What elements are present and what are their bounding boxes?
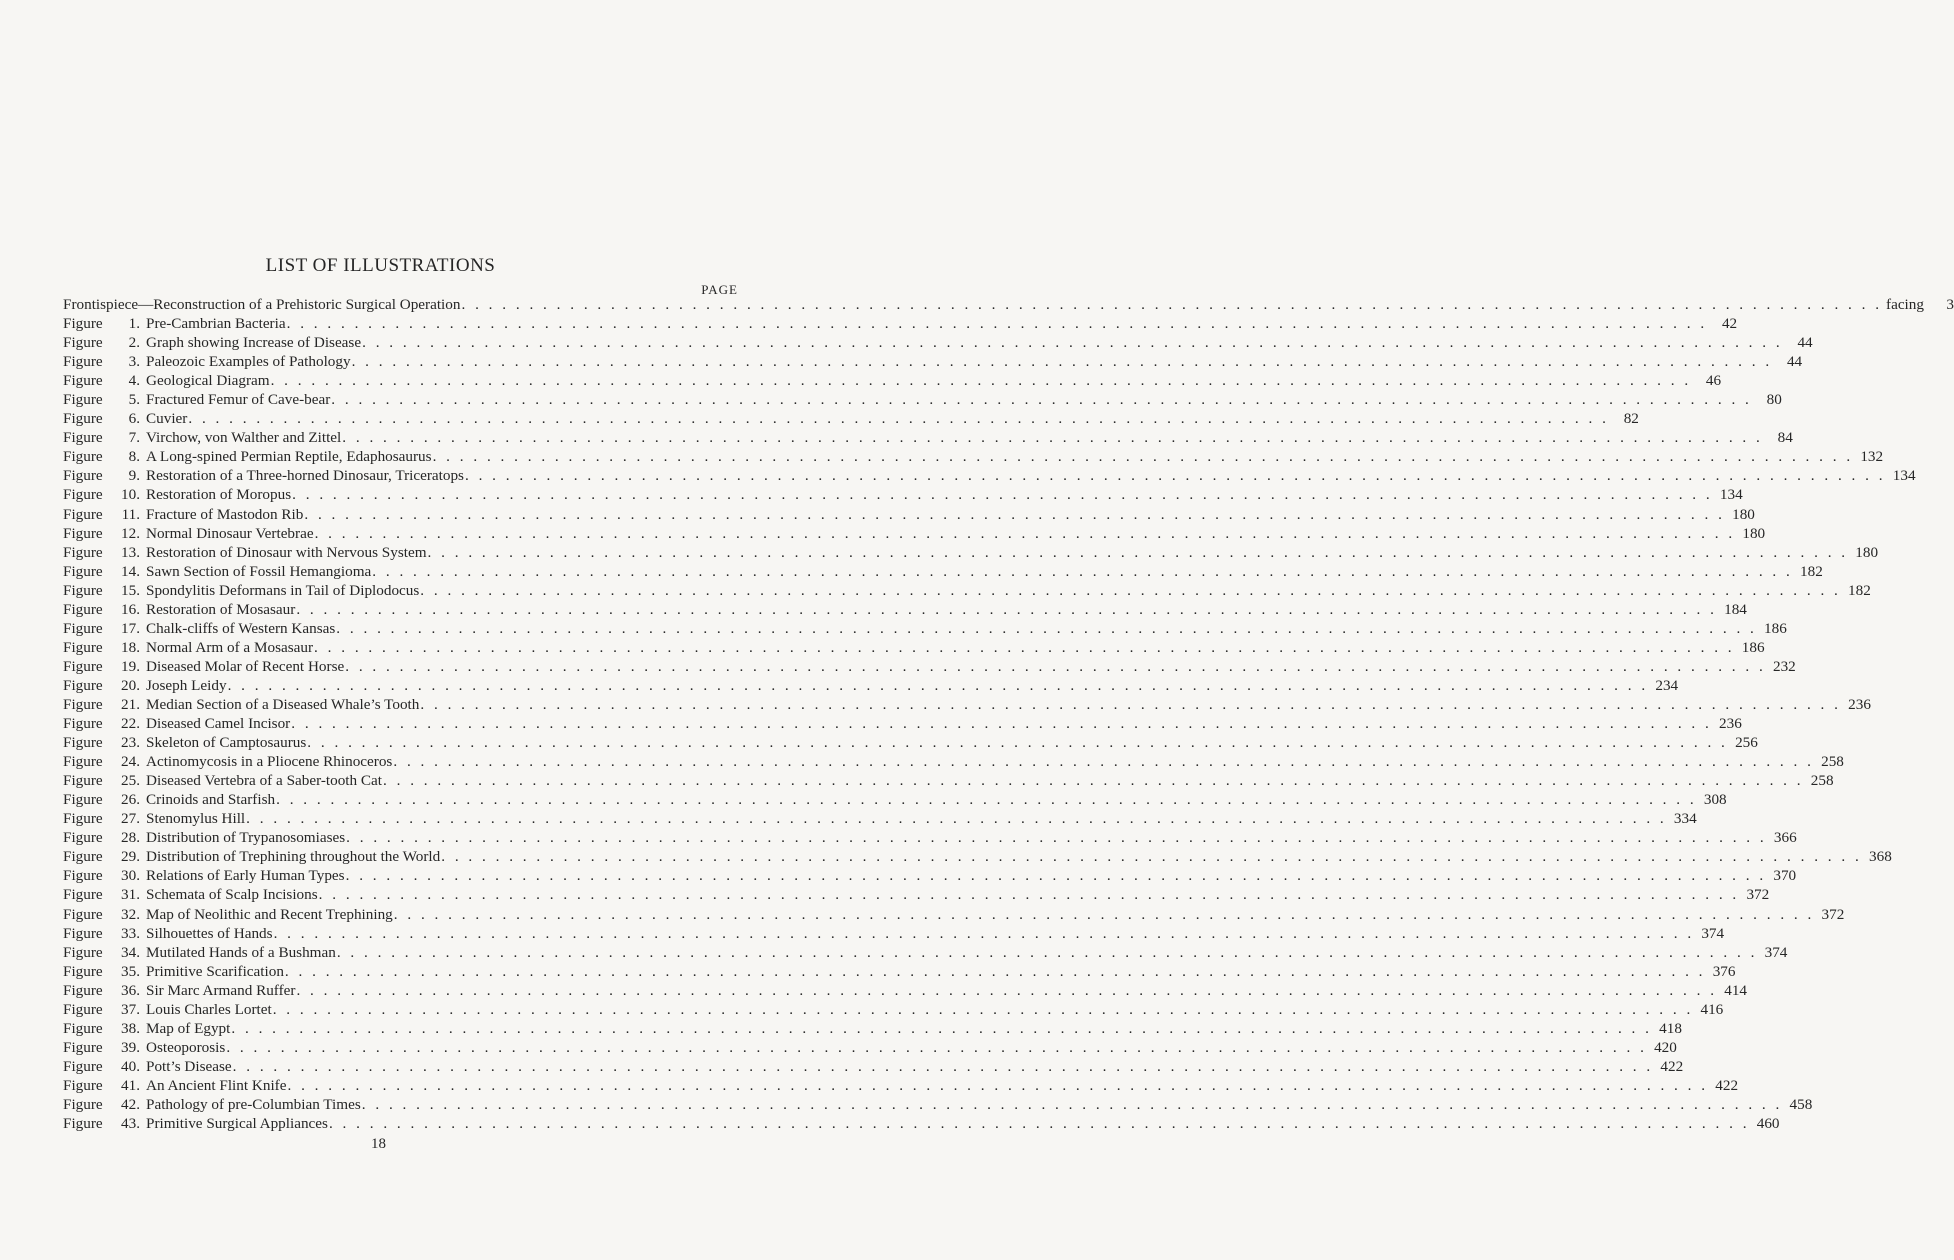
figure-page: 368 bbox=[1869, 848, 1892, 866]
frontispiece-page: 3 bbox=[1946, 296, 1954, 313]
frontispiece-facing: facing bbox=[1886, 296, 1924, 313]
figure-title: Relations of Early Human Types bbox=[146, 867, 345, 885]
figure-page: 180 bbox=[1855, 543, 1879, 561]
figure-page: 258 bbox=[1810, 772, 1834, 790]
figure-label: Figure bbox=[63, 867, 103, 885]
dot-leader bbox=[319, 885, 1740, 904]
figure-entry bbox=[63, 505, 1755, 524]
figure-page: 370 bbox=[1773, 867, 1797, 885]
figure-title: Primitive Surgical Appliances bbox=[146, 1115, 328, 1133]
figure-title: Mutilated Hands of a Bushman bbox=[146, 943, 336, 961]
figure-entry bbox=[63, 409, 1639, 428]
figure-entry bbox=[63, 428, 1793, 447]
figure-label: Figure bbox=[63, 600, 103, 618]
figure-number: 25. bbox=[121, 772, 140, 790]
figure-page: 258 bbox=[1821, 753, 1844, 771]
figure-label: Figure bbox=[63, 638, 103, 656]
dot-leader bbox=[274, 924, 1695, 943]
dot-leader bbox=[292, 485, 1713, 504]
figure-label: Figure bbox=[63, 1076, 103, 1094]
figure-label: Figure bbox=[63, 905, 103, 923]
dot-leader bbox=[461, 295, 1882, 314]
dot-leader bbox=[329, 1114, 1750, 1133]
figure-label: Figure bbox=[63, 981, 103, 999]
figure-entry bbox=[63, 581, 1871, 600]
figure-entry bbox=[63, 943, 1788, 962]
figure-entry bbox=[63, 390, 1782, 409]
figure-entry bbox=[63, 447, 1884, 466]
figure-entry bbox=[63, 676, 1679, 695]
figure-title: Osteoporosis bbox=[146, 1038, 226, 1056]
figure-page: 374 bbox=[1701, 924, 1725, 942]
figure-title: Median Section of a Diseased Whale’s Tooth bbox=[146, 695, 420, 713]
figure-number: 12. bbox=[121, 524, 140, 542]
figure-page: 134 bbox=[1892, 467, 1916, 485]
figure-title: Normal Arm of a Mosasaur bbox=[146, 638, 314, 656]
figure-page: 84 bbox=[1777, 429, 1793, 447]
figure-page: 458 bbox=[1789, 1095, 1813, 1113]
figure-number: 16. bbox=[121, 600, 140, 618]
figure-title: Geological Diagram bbox=[146, 372, 270, 390]
figure-label: Figure bbox=[63, 715, 103, 733]
figure-label: Figure bbox=[63, 695, 103, 713]
figure-label: Figure bbox=[63, 1038, 103, 1056]
figure-entry bbox=[63, 1095, 1813, 1114]
dot-leader bbox=[394, 905, 1815, 924]
figure-label: Figure bbox=[63, 676, 103, 694]
figure-entry bbox=[63, 885, 1770, 904]
figure-number: 43. bbox=[121, 1115, 140, 1133]
figure-number: 36. bbox=[121, 981, 140, 999]
figure-number: 11. bbox=[121, 505, 140, 523]
dot-leader bbox=[420, 581, 1841, 600]
figure-entry bbox=[63, 1000, 1724, 1019]
figure-label: Figure bbox=[63, 581, 103, 599]
figure-number: 21. bbox=[121, 695, 140, 713]
figure-label: Figure bbox=[63, 962, 103, 980]
figure-entry bbox=[63, 314, 1738, 333]
figure-number: 31. bbox=[121, 886, 140, 904]
figure-label: Figure bbox=[63, 353, 103, 371]
figure-title: An Ancient Flint Knife bbox=[146, 1076, 287, 1094]
figure-label: Figure bbox=[63, 372, 103, 390]
figure-number: 6. bbox=[128, 410, 140, 428]
figure-entry bbox=[63, 619, 1787, 638]
dot-leader bbox=[383, 771, 1804, 790]
figure-entry bbox=[63, 790, 1727, 809]
figure-number: 4. bbox=[128, 372, 140, 390]
figure-label: Figure bbox=[63, 448, 103, 466]
figure-entry bbox=[63, 1019, 1682, 1038]
figure-entry bbox=[63, 466, 1916, 485]
figure-label: Figure bbox=[63, 1000, 103, 1018]
figure-page: 374 bbox=[1764, 943, 1788, 961]
figure-entry bbox=[63, 771, 1834, 790]
figure-page: 232 bbox=[1772, 657, 1796, 675]
figure-title: Restoration of a Three-horned Dinosaur, Triceratops bbox=[146, 467, 464, 485]
dot-leader bbox=[337, 943, 1758, 962]
figure-number: 37. bbox=[121, 1000, 140, 1018]
figure-entry bbox=[63, 543, 1879, 562]
dot-leader bbox=[271, 371, 1692, 390]
dot-leader bbox=[372, 562, 1793, 581]
figure-entry bbox=[63, 562, 1823, 581]
figure-entry bbox=[63, 714, 1742, 733]
figure-page: 366 bbox=[1773, 829, 1797, 847]
figure-page: 184 bbox=[1724, 600, 1747, 618]
dot-leader bbox=[420, 695, 1841, 714]
figure-label: Figure bbox=[63, 619, 103, 637]
figure-number: 40. bbox=[121, 1057, 140, 1075]
figure-entry bbox=[63, 733, 1758, 752]
figure-label: Figure bbox=[63, 810, 103, 828]
figure-title: Pre-Cambrian Bacteria bbox=[146, 315, 286, 333]
figure-number: 14. bbox=[121, 562, 140, 580]
figure-page: 308 bbox=[1703, 791, 1727, 809]
figure-label: Figure bbox=[63, 848, 103, 866]
figure-number: 5. bbox=[128, 391, 140, 409]
figure-title: Diseased Camel Incisor bbox=[146, 715, 291, 733]
dot-leader bbox=[285, 962, 1706, 981]
figure-number: 24. bbox=[121, 753, 140, 771]
figure-title: Pott’s Disease bbox=[146, 1057, 232, 1075]
figure-number: 30. bbox=[121, 867, 140, 885]
dot-leader bbox=[314, 638, 1735, 657]
dot-leader bbox=[233, 1057, 1654, 1076]
figure-page: 44 bbox=[1786, 353, 1803, 371]
figure-label: Figure bbox=[63, 467, 103, 485]
figure-title: A Long-spined Permian Reptile, Edaphosaurus bbox=[146, 448, 432, 466]
figure-label: Figure bbox=[63, 505, 103, 523]
figure-title: Normal Dinosaur Vertebrae bbox=[146, 524, 314, 542]
figure-label: Figure bbox=[63, 429, 103, 447]
figure-label: Figure bbox=[63, 524, 103, 542]
page-column-label: PAGE bbox=[701, 282, 738, 297]
figure-title: Sir Marc Armand Ruffer bbox=[146, 981, 296, 999]
figure-number: 22. bbox=[121, 715, 140, 733]
figure-page: 372 bbox=[1821, 905, 1845, 923]
frontispiece-title: Frontispiece—Reconstruction of a Prehistoric Surgical Operation bbox=[63, 296, 461, 313]
figure-page: 414 bbox=[1724, 981, 1747, 999]
figure-entry bbox=[63, 981, 1747, 1000]
figure-number: 27. bbox=[121, 810, 140, 828]
figure-label: Figure bbox=[63, 753, 103, 771]
figure-title: Restoration of Mosasaur bbox=[146, 600, 296, 618]
figure-page: 180 bbox=[1732, 505, 1755, 523]
dot-leader bbox=[228, 676, 1649, 695]
figure-number: 3. bbox=[128, 353, 140, 371]
figure-label: Figure bbox=[63, 391, 103, 409]
figure-number: 15. bbox=[121, 581, 140, 599]
figure-number: 33. bbox=[121, 924, 140, 942]
figure-number: 29. bbox=[121, 848, 140, 866]
dot-leader bbox=[296, 981, 1717, 1000]
page-number: 18 bbox=[371, 1136, 386, 1152]
figure-label: Figure bbox=[63, 772, 103, 790]
figure-number: 2. bbox=[128, 334, 140, 352]
figure-title: Map of Neolithic and Recent Trephining bbox=[146, 905, 393, 923]
figure-label: Figure bbox=[63, 886, 103, 904]
figure-title: Cuvier bbox=[146, 410, 188, 428]
figure-number: 41. bbox=[121, 1076, 140, 1094]
figure-entry bbox=[63, 600, 1747, 619]
dot-leader bbox=[287, 314, 1708, 333]
figure-page: 422 bbox=[1715, 1076, 1739, 1094]
figure-label: Figure bbox=[63, 410, 103, 428]
dot-leader bbox=[276, 790, 1697, 809]
figure-title: Sawn Section of Fossil Hemangioma bbox=[146, 562, 372, 580]
figure-page: 422 bbox=[1660, 1057, 1684, 1075]
dot-leader bbox=[428, 543, 1849, 562]
dot-leader bbox=[362, 333, 1783, 352]
figure-title: Louis Charles Lortet bbox=[146, 1000, 272, 1018]
figure-entry bbox=[63, 924, 1725, 943]
figure-number: 23. bbox=[121, 734, 140, 752]
figure-page: 182 bbox=[1800, 562, 1823, 580]
dot-leader bbox=[296, 600, 1717, 619]
figure-entry bbox=[63, 638, 1765, 657]
figure-title: Primitive Scarification bbox=[146, 962, 284, 980]
figure-entry bbox=[63, 333, 1813, 352]
figure-page: 372 bbox=[1746, 886, 1770, 904]
dot-leader bbox=[345, 657, 1766, 676]
dot-leader bbox=[273, 1000, 1694, 1019]
figure-entry bbox=[63, 1114, 1780, 1133]
figure-page: 236 bbox=[1719, 715, 1742, 733]
figure-title: Distribution of Trephining throughout the World bbox=[146, 848, 441, 866]
figure-label: Figure bbox=[63, 486, 103, 504]
figure-page: 80 bbox=[1766, 391, 1782, 409]
figure-page: 334 bbox=[1673, 810, 1697, 828]
figure-title: Skeleton of Camptosaurus bbox=[146, 734, 307, 752]
dot-leader bbox=[307, 733, 1728, 752]
figure-page: 234 bbox=[1655, 676, 1679, 694]
figure-label: Figure bbox=[63, 657, 103, 675]
figure-number: 18. bbox=[121, 638, 140, 656]
figure-page: 256 bbox=[1735, 734, 1758, 752]
figure-page: 186 bbox=[1741, 638, 1765, 656]
figure-entry bbox=[63, 828, 1797, 847]
dot-leader bbox=[342, 428, 1763, 447]
dot-leader bbox=[246, 809, 1667, 828]
figure-page: 420 bbox=[1654, 1038, 1677, 1056]
dot-leader bbox=[331, 390, 1752, 409]
figure-entry bbox=[63, 657, 1796, 676]
figure-page: 376 bbox=[1712, 962, 1736, 980]
figure-label: Figure bbox=[63, 924, 103, 942]
figure-title: Diseased Molar of Recent Horse bbox=[146, 657, 345, 675]
figure-title: Virchow, von Walther and Zittel bbox=[146, 429, 342, 447]
figure-label: Figure bbox=[63, 1057, 103, 1075]
figure-title: Fracture of Mastodon Rib bbox=[146, 505, 304, 523]
figure-title: Map of Egypt bbox=[146, 1019, 231, 1037]
figure-page: 186 bbox=[1764, 619, 1787, 637]
dot-leader bbox=[346, 866, 1767, 885]
figure-page: 236 bbox=[1848, 695, 1871, 713]
figure-number: 26. bbox=[121, 791, 140, 809]
figure-title: Chalk-cliffs of Western Kansas bbox=[146, 619, 336, 637]
dot-leader bbox=[465, 466, 1886, 485]
figure-label: Figure bbox=[63, 1095, 103, 1113]
figure-label: Figure bbox=[63, 315, 103, 333]
figure-number: 7. bbox=[128, 429, 140, 447]
figure-label: Figure bbox=[63, 1115, 103, 1133]
figure-number: 34. bbox=[121, 943, 140, 961]
figure-entry bbox=[63, 752, 1844, 771]
figure-entry bbox=[63, 847, 1892, 866]
dot-leader bbox=[393, 752, 1814, 771]
dot-leader bbox=[362, 1095, 1783, 1114]
dot-leader bbox=[346, 828, 1767, 847]
dot-leader bbox=[433, 447, 1854, 466]
frontispiece-entry bbox=[63, 295, 1954, 314]
figure-entry bbox=[63, 1057, 1684, 1076]
figure-entry bbox=[63, 905, 1845, 924]
dot-leader bbox=[291, 714, 1712, 733]
figure-number: 17. bbox=[121, 619, 140, 637]
figure-page: 46 bbox=[1705, 372, 1722, 390]
figure-title: Pathology of pre-Columbian Times bbox=[146, 1095, 361, 1113]
dot-leader bbox=[336, 619, 1757, 638]
figure-title: Distribution of Trypanosomiases bbox=[146, 829, 346, 847]
figure-page: 42 bbox=[1721, 315, 1738, 333]
dot-leader bbox=[304, 505, 1725, 524]
figure-label: Figure bbox=[63, 829, 103, 847]
figure-label: Figure bbox=[63, 562, 103, 580]
figure-number: 35. bbox=[121, 962, 140, 980]
figure-label: Figure bbox=[63, 943, 103, 961]
figure-entry bbox=[63, 371, 1722, 390]
dot-leader bbox=[352, 352, 1773, 371]
figure-title: Schemata of Scalp Incisions bbox=[146, 886, 318, 904]
dot-leader bbox=[188, 409, 1609, 428]
figure-title: Paleozoic Examples of Pathology bbox=[146, 353, 351, 371]
figure-title: Stenomylus Hill bbox=[146, 810, 246, 828]
figure-title: Restoration of Dinosaur with Nervous System bbox=[146, 543, 427, 561]
figure-number: 38. bbox=[121, 1019, 140, 1037]
figure-title: Actinomycosis in a Pliocene Rhinoceros bbox=[146, 753, 393, 771]
dot-leader bbox=[441, 847, 1862, 866]
figure-title: Diseased Vertebra of a Saber-tooth Cat bbox=[146, 772, 383, 790]
figure-page: 418 bbox=[1659, 1019, 1682, 1037]
figure-page: 82 bbox=[1623, 410, 1639, 428]
figure-number: 9. bbox=[128, 467, 140, 485]
figure-entry bbox=[63, 352, 1803, 371]
figure-label: Figure bbox=[63, 543, 103, 561]
figure-page: 182 bbox=[1848, 581, 1871, 599]
figure-number: 1. bbox=[128, 315, 140, 333]
dot-leader bbox=[315, 524, 1736, 543]
figure-number: 19. bbox=[121, 657, 140, 675]
figure-title: Silhouettes of Hands bbox=[146, 924, 273, 942]
figure-title: Joseph Leidy bbox=[146, 676, 227, 694]
dot-leader bbox=[287, 1076, 1708, 1095]
figure-label: Figure bbox=[63, 334, 103, 352]
figure-title: Graph showing Increase of Disease bbox=[146, 334, 362, 352]
illustrations-list bbox=[63, 295, 1954, 1133]
figure-number: 20. bbox=[121, 676, 140, 694]
figure-entry bbox=[63, 962, 1736, 981]
figure-entry bbox=[63, 866, 1797, 885]
figure-title: Fractured Femur of Cave-bear bbox=[146, 391, 331, 409]
figure-label: Figure bbox=[63, 734, 103, 752]
figure-page: 180 bbox=[1742, 524, 1766, 542]
figure-page: 134 bbox=[1719, 486, 1743, 504]
figure-number: 39. bbox=[121, 1038, 140, 1056]
figure-entry bbox=[63, 524, 1766, 543]
figure-title: Restoration of Moropus bbox=[146, 486, 292, 504]
figure-entry bbox=[63, 695, 1871, 714]
figure-page: 416 bbox=[1700, 1000, 1724, 1018]
figure-number: 32. bbox=[121, 905, 140, 923]
page-heading: LIST OF ILLUSTRATIONS bbox=[265, 255, 496, 276]
figure-number: 28. bbox=[121, 829, 140, 847]
figure-number: 10. bbox=[121, 486, 140, 504]
figure-label: Figure bbox=[63, 1019, 103, 1037]
dot-leader bbox=[226, 1038, 1647, 1057]
figure-entry bbox=[63, 809, 1697, 828]
figure-page: 44 bbox=[1797, 334, 1813, 352]
figure-title: Spondylitis Deformans in Tail of Diplodocus bbox=[146, 581, 420, 599]
figure-number: 8. bbox=[128, 448, 140, 466]
figure-page: 460 bbox=[1756, 1115, 1780, 1133]
figure-entry bbox=[63, 485, 1743, 504]
dot-leader bbox=[231, 1019, 1652, 1038]
figure-entry bbox=[63, 1038, 1677, 1057]
figure-number: 42. bbox=[121, 1095, 140, 1113]
figure-title: Crinoids and Starfish bbox=[146, 791, 276, 809]
figure-page: 132 bbox=[1860, 448, 1884, 466]
figure-entry bbox=[63, 1076, 1739, 1095]
figure-number: 13. bbox=[121, 543, 140, 561]
figure-label: Figure bbox=[63, 791, 103, 809]
